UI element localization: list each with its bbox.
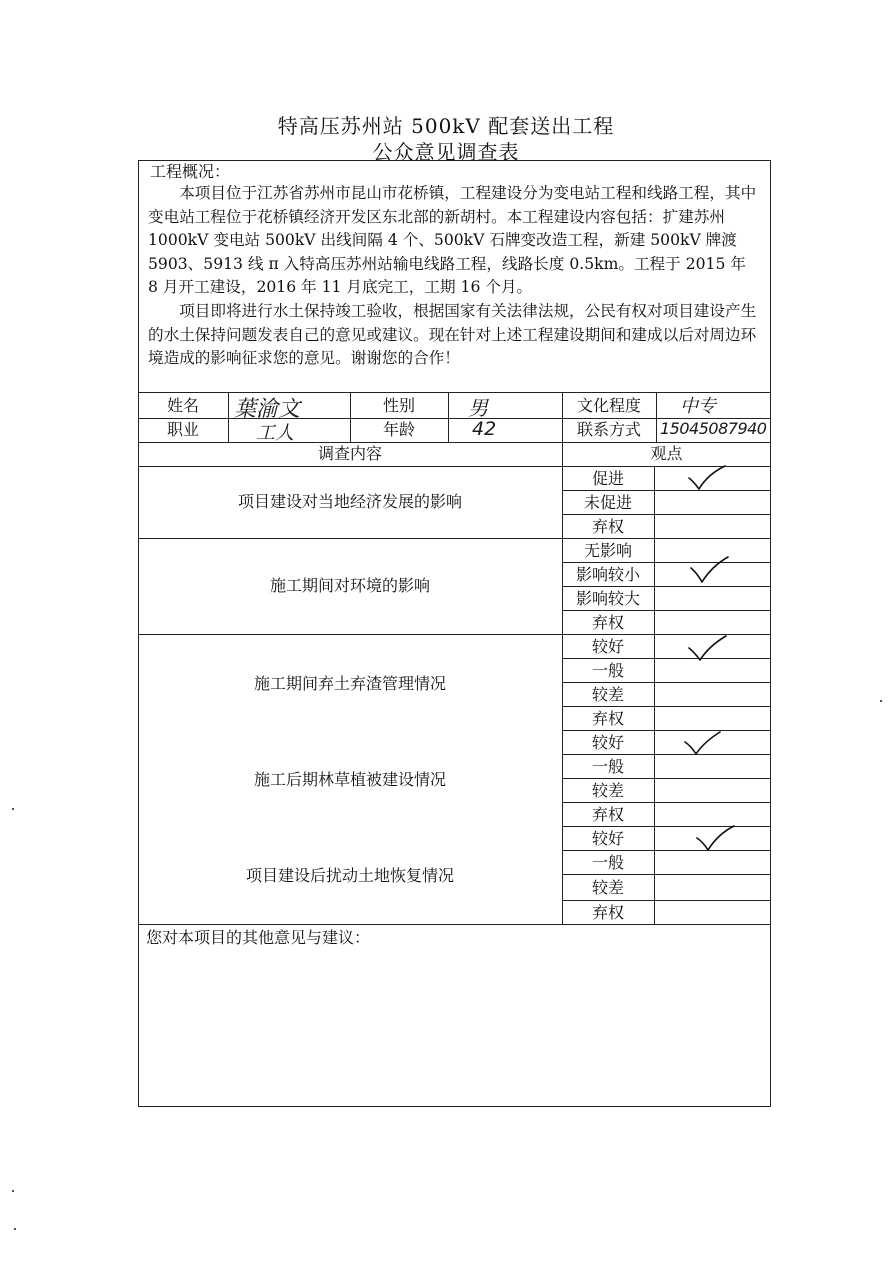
scan-speck [880, 700, 882, 702]
option-label: 弃权 [591, 517, 624, 536]
document-subtitle: 公众意见调查表 [372, 140, 520, 164]
education-label: 文化程度 [576, 396, 641, 415]
scan-speck [12, 808, 14, 810]
survey-content-header: 调查内容 [317, 444, 382, 463]
question-vegetation: 施工后期林草植被建设情况 [253, 770, 446, 789]
checkmark-icon[interactable] [694, 824, 736, 854]
age-label: 年龄 [382, 420, 415, 439]
survey-form [138, 160, 771, 1107]
question-environment: 施工期间对环境的影响 [269, 576, 430, 595]
option-label: 较差 [591, 685, 624, 704]
overview-heading: 工程概况： [150, 162, 231, 181]
scan-speck [12, 1190, 14, 1192]
comments-field[interactable] [146, 952, 758, 1092]
option-label: 一般 [591, 853, 624, 872]
contact-label: 联系方式 [576, 420, 641, 439]
education-value[interactable]: 中专 [680, 396, 716, 417]
option-label: 弃权 [591, 613, 624, 632]
option-label: 无影响 [583, 541, 632, 560]
option-label: 弃权 [591, 903, 624, 922]
option-label: 影响较大 [575, 589, 640, 608]
checkmark-icon[interactable] [682, 730, 724, 760]
checkmark-icon[interactable] [686, 634, 728, 664]
scan-speck [14, 1228, 16, 1230]
contact-value[interactable]: 15045087940 [660, 419, 767, 438]
option-label: 较差 [591, 781, 624, 800]
age-value[interactable]: 42 [472, 418, 497, 440]
option-label: 较差 [591, 878, 624, 897]
option-label: 一般 [591, 757, 624, 776]
option-label: 影响较小 [575, 565, 640, 584]
option-label: 促进 [591, 469, 624, 488]
gender-value[interactable]: 男 [468, 396, 488, 420]
overview-paragraph-2: 项目即将进行水土保持竣工验收，根据国家有关法律法规，公民有权对项目建设产生的水土保持问题发表自己的意见或建议。现在针对上述工程建设期间和建成以后对周边环境造成的影响征求您的意见。谢谢您的合作！ [148, 302, 757, 368]
survey-opinion-header: 观点 [650, 444, 683, 463]
occupation-label: 职业 [166, 420, 199, 439]
option-label: 较好 [591, 637, 624, 656]
overview-paragraph-1: 本项目位于江苏省苏州市昆山市花桥镇，工程建设分为变电站工程和线路工程，其中变电站工程位于花桥镇经济开发区东北部的新胡村。本工程建设内容包括：扩建苏州 1000kV 变电站 500kV 出线间隔 4 个、500kV 石牌变改造工程，新建 500kV 牌渡 5903、5913 线 π 入特高压苏州站输电线路工程，线路长度 0.5km。工程于 2015 年 8 月开工建设，2016 年 11 月底完工，工期 16 个月。 [148, 184, 757, 297]
option-label: 未促进 [583, 493, 632, 512]
question-land-restoration: 项目建设后扰动土地恢复情况 [245, 866, 454, 885]
option-label: 较好 [591, 733, 624, 752]
question-economy: 项目建设对当地经济发展的影响 [237, 492, 462, 511]
option-label: 弃权 [591, 709, 624, 728]
question-spoil-management: 施工期间弃土弃渣管理情况 [253, 674, 446, 693]
occupation-value[interactable]: 工人 [256, 422, 295, 444]
name-label: 姓名 [166, 396, 199, 415]
option-label: 一般 [591, 661, 624, 680]
option-label: 弃权 [591, 805, 624, 824]
checkmark-icon[interactable] [688, 556, 730, 586]
gender-label: 性别 [382, 396, 415, 415]
document-title: 特高压苏州站 500kV 配套送出工程 [277, 114, 615, 138]
checkmark-icon[interactable] [686, 464, 728, 494]
option-label: 较好 [591, 829, 624, 848]
name-value[interactable]: 葉渝文 [234, 397, 301, 422]
comments-label: 您对本项目的其他意见与建议： [146, 928, 371, 947]
